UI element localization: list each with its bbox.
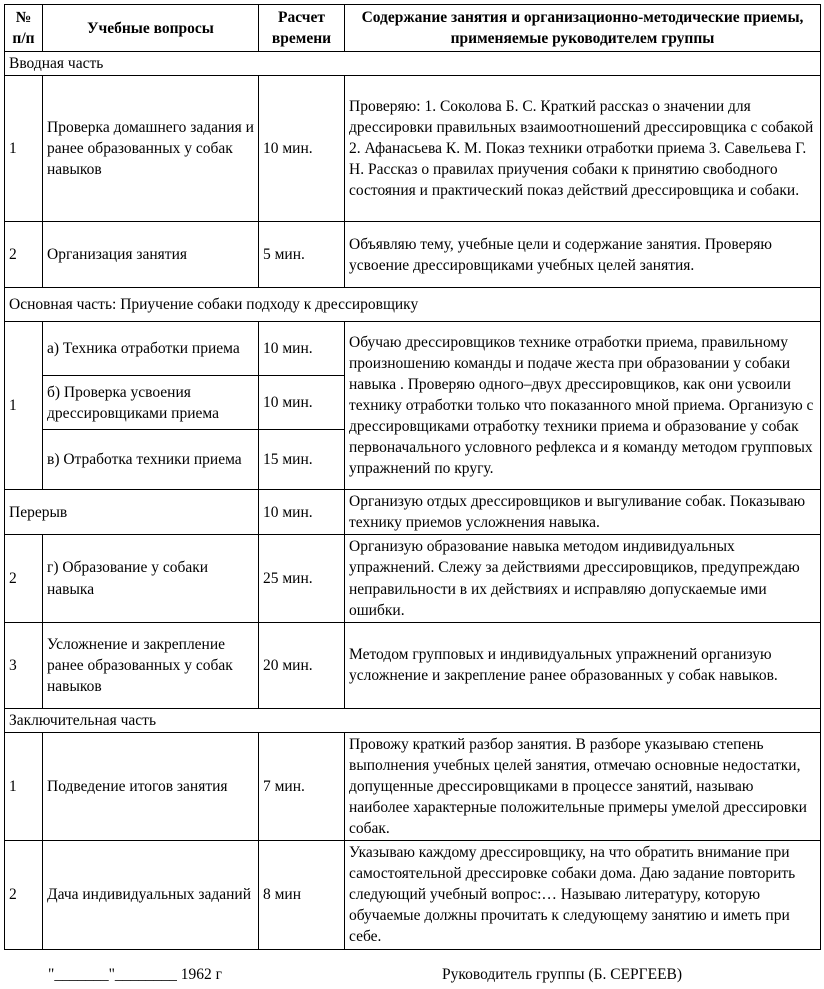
break-row: [5, 490, 821, 535]
row-topic: Подведение итогов занятия: [43, 732, 259, 840]
row-topic: Усложнение и закрепление ранее образованных у собак навыков: [43, 622, 259, 708]
row-topic: Дача индивидуальных заданий: [43, 841, 259, 949]
table-row: [5, 841, 821, 949]
section-title-main: Основная часть: Приучение собаки подходу к дрессировщику: [5, 288, 821, 322]
signature-date: "_______"________ 1962 г: [48, 966, 223, 983]
section-title-final: Заключительная часть: [5, 708, 821, 732]
row-topic: Организация занятия: [43, 222, 259, 288]
row-time: 10 мин.: [259, 322, 345, 376]
row-time: 10 мин.: [259, 376, 345, 430]
break-label: Перерыв: [5, 490, 259, 535]
table-row: [5, 535, 821, 622]
row-time: 15 мин.: [259, 430, 345, 490]
row-content: Организую образование навыка методом индивидуальных упражнений. Слежу за действиями дрессировщиков, предупреждаю неправильности в их действиях и исправляю допускаемые ими ошибки.: [345, 535, 821, 622]
row-number: 1: [5, 76, 43, 222]
row-topic: г) Образование у собаки навыка: [43, 535, 259, 622]
row-number: 2: [5, 841, 43, 949]
row-content: Обучаю дрессировщиков технике отработки приема, правильному произношению команды и подаче жеста при образовании у собаки навыка . Проверяю одного–двух дрессировщиков, как они усвоили технику отработки только что показанного мной приема. Организую с дрессировщиками отработку техники приема и образование у собак первоначального условного рефлекса и я команду методом групповых упражнений по кругу.: [345, 322, 821, 490]
row-number: 2: [5, 222, 43, 288]
row-content: Методом групповых и индивидуальных упражнений организую усложнение и закрепление ранее образованных у собак навыков.: [345, 622, 821, 708]
table-row: [5, 622, 821, 708]
row-content: Объявляю тему, учебные цели и содержание занятия. Проверяю усвоение дрессировщиками учебных целей занятия.: [345, 222, 821, 288]
row-number: 3: [5, 622, 43, 708]
row-time: 20 мин.: [259, 622, 345, 708]
lesson-plan-table: [4, 4, 821, 950]
table-row: [5, 76, 821, 222]
signature-line: Руководитель группы (Б. СЕРГЕЕВ): [442, 966, 683, 983]
row-time: 25 мин.: [259, 535, 345, 622]
row-content: Проверяю: 1. Соколова Б. С. Краткий рассказ о значении для дрессировки правильных взаимоотношений дрессировщика с собакой 2. Афанасьева К. М. Показ техники отработки приема 3. Савельева Г. Н. Рассказ о правилах приучения собаки к принятию свободного состояния и практический показ действий дрессировщика и собаки.: [345, 76, 821, 222]
row-topic: б) Проверка усвоения дрессировщиками приема: [43, 376, 259, 430]
header-num: № п/п: [5, 5, 43, 52]
section-row-main: [5, 288, 821, 322]
row-content: Организую отдых дрессировщиков и выгуливание собак. Показываю технику приемов усложнения навыка.: [345, 490, 821, 535]
header-topics: Учебные вопросы: [43, 5, 259, 52]
header-time: Расчет времени: [259, 5, 345, 52]
row-number: 1: [5, 322, 43, 490]
row-topic: Проверка домашнего задания и ранее образованных у собак навыков: [43, 76, 259, 222]
page-footer: [0, 966, 824, 986]
row-time: 5 мин.: [259, 222, 345, 288]
row-number: 1: [5, 732, 43, 840]
row-time: 8 мин: [259, 841, 345, 949]
section-row-final: [5, 708, 821, 732]
row-time: 10 мин.: [259, 76, 345, 222]
row-time: 10 мин.: [259, 490, 345, 535]
row-number: 2: [5, 535, 43, 622]
row-content: Указываю каждому дрессировщику, на что обратить внимание при самостоятельной дрессировке собаки дома. Даю задание повторить следующий учебный вопрос:… Называю литературу, которую обучаемые должны прочитать к следующему занятию и иметь при себе.: [345, 841, 821, 949]
header-content: Содержание занятия и организационно-методические приемы, применяемые руководителем группы: [345, 5, 821, 52]
section-row-intro: [5, 52, 821, 76]
row-time: 7 мин.: [259, 732, 345, 840]
row-topic: а) Техника отработки приема: [43, 322, 259, 376]
row-content: Провожу краткий разбор занятия. В разборе указываю степень выполнения учебных целей занятия, отмечаю основные недостатки, допущенные дрессировщиками в процессе занятий, называю наиболее характерные положительные примеры умелой дрессировки собак.: [345, 732, 821, 840]
row-topic: в) Отработка техники приема: [43, 430, 259, 490]
header-row: [5, 5, 821, 52]
table-row: [5, 322, 821, 376]
section-title-intro: Вводная часть: [5, 52, 821, 76]
table-row: [5, 732, 821, 840]
table-row: [5, 222, 821, 288]
